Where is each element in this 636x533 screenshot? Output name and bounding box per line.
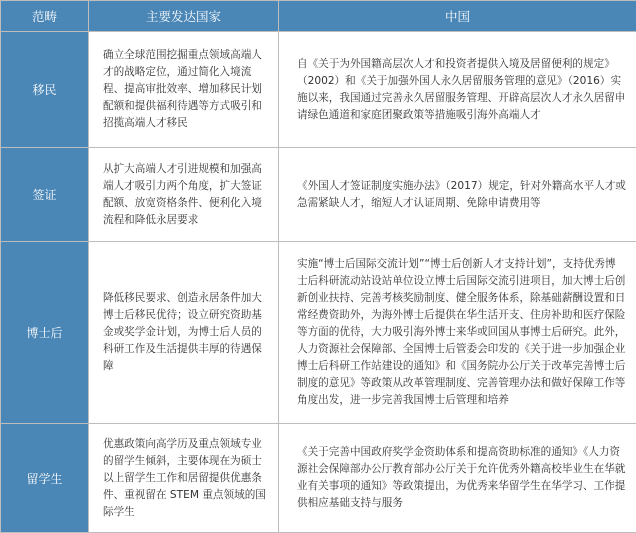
developed-countries-cell: 从扩大高端人才引进规模和加强高端人才吸引力两个角度，扩大签证配额、放宽资格条件、便利化入境流程和降低永居要求: [89, 148, 279, 242]
header-category: 范畴: [1, 1, 89, 32]
table-row: [1, 242, 636, 424]
header-china: 中国: [279, 1, 636, 32]
table-row: [1, 148, 636, 242]
category-cell: 移民: [1, 32, 89, 148]
china-cell: 实施“博士后国际交流计划”“博士后创新人才支持计划”，支持优秀博士后科研流动站设站单位设立博士后国际交流引进项目，加大博士后创新创业扶持、完善考核奖励制度、健全服务体系，除基础薪酬设置和日常经费资助外，为海外博士后提供在华生活开支、住房补助和医疗保险等方面的优待，大力吸引海外博士来华或回国从事博士后研究。此外，人力资源社会保障部、全国博士后管委会印发的《关于进一步加强企业博士后科研工作站建设的通知》和《国务院办公厅关于改革完善博士后制度的意见》等政策从改革管理制度、完善管理办法和做好保障工作等角度出发，进一步完善我国博士后管理和培养: [279, 242, 636, 424]
category-cell: 留学生: [1, 424, 89, 533]
china-cell: 《关于完善中国政府奖学金资助体系和提高资助标准的通知》《人力资源社会保障部办公厅教育部办公厅关于允许优秀外籍高校毕业生在华就业有关事项的通知》等政策提出，为优秀来华留学生在华学习、工作提供相应基础支持与服务: [279, 424, 636, 533]
category-cell: 签证: [1, 148, 89, 242]
table-header-row: [1, 1, 636, 32]
table-row: [1, 32, 636, 148]
china-cell: 自《关于为外国籍高层次人才和投资者提供入境及居留便利的规定》（2002）和《关于加强外国人永久居留服务管理的意见》（2016）实施以来，我国通过完善永久居留服务管理、开辟高层次人才永久居留申请绿色通道和家庭团聚政策等措施吸引海外高端人才: [279, 32, 636, 148]
developed-countries-cell: 确立全球范围挖掘重点领域高端人才的战略定位，通过简化入境流程、提高审批效率、增加移民计划配额和提供福利待遇等方式吸引和招揽高端人才移民: [89, 32, 279, 148]
developed-countries-cell: 降低移民要求、创造永居条件加大博士后移民优待；设立研究资助基金或奖学金计划，为博士后人员的科研工作及生活提供丰厚的待遇保障: [89, 242, 279, 424]
china-cell: 《外国人才签证制度实施办法》（2017）规定，针对外籍高水平人才或急需紧缺人才，缩短人才认证周期、免除申请费用等: [279, 148, 636, 242]
category-cell: 博士后: [1, 242, 89, 424]
header-developed-countries: 主要发达国家: [89, 1, 279, 32]
table-row: [1, 424, 636, 533]
developed-countries-cell: 优惠政策向高学历及重点领域专业的留学生倾斜，主要体现在为硕士以上留学生工作和居留提供优惠条件、重视留在 STEM 重点领域的国际学生: [89, 424, 279, 533]
